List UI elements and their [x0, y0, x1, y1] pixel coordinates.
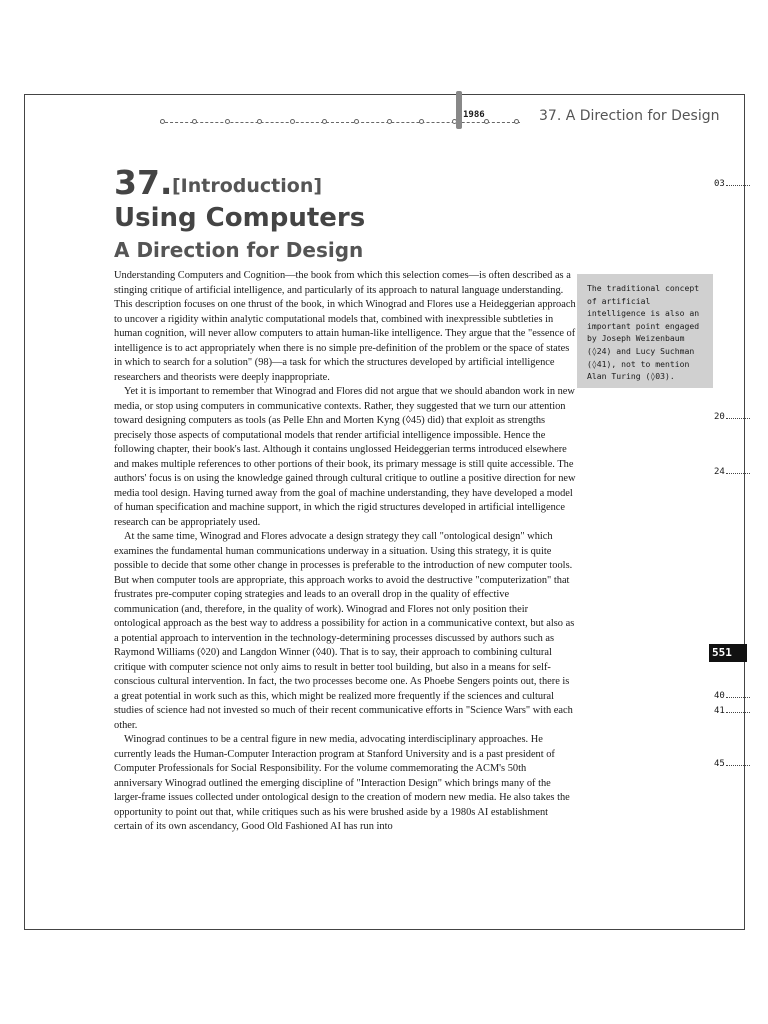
page-number: 551 — [709, 644, 747, 662]
margin-ref-label: 45 — [714, 759, 725, 769]
timeline-dot — [322, 119, 327, 124]
timeline-dot — [257, 119, 262, 124]
chapter-subtitle: A Direction for Design — [114, 238, 364, 262]
timeline-dot — [160, 119, 165, 124]
chapter-kind: [Introduction] — [172, 175, 323, 197]
timeline-dot — [225, 119, 230, 124]
timeline-dot — [514, 119, 519, 124]
timeline-marker — [456, 91, 462, 129]
margin-ref-line — [726, 415, 750, 419]
paragraph: Yet it is important to remember that Winograd and Flores did not argue that we should abandon work in new media, or stop using computers in communicative contexts. Rather, they suggested that we turn our attention toward designing computers as tools (as Pelle Ehn and Morten Kyng (◊45) did) that exploit as strengths precisely those aspects of computational models that render artificial intelligence impossible. Hence the following chapter, their book's last. Although it contains unglossed Heideggerian terms introduced elsewhere and makes multiple references to other portions of their book, its primary message is still quite accessible. The authors' focus is on using the knowledge gained through cultural critique to outline a positive direction for new media tool design. Having turned away from the goal of machine understanding, they have developed a model of human specification and machine support, in which the rigid structures developed in artificial intelligence research can be appropriately used. — [114, 386, 576, 528]
margin-ref[interactable] — [714, 179, 750, 189]
chapter-number: 37. — [114, 163, 173, 202]
paragraph: At the same time, Winograd and Flores advocate a design strategy they call "ontological design" which examines the fundamental human communications underway in a situation. Using this strategy, it is quite possible to decide that some other change in processes is preferable to the introduction of new computer tools. But when computer tools are appropriate, this approach works to avoid the destructive "computerization" that frustrates pre-computer coping strategies and leads to an overall drop in the quality of effective communication (and, therefore, in the quality of work). Winograd and Flores not only position their ontological approach as the best way to address a possibility for action in a communicative context, but also as a potential approach to intervention in the technology-determining processes discussed by authors such as Raymond Williams (◊20) and Langdon Winner (◊40). That is to say, their approach to combining cultural critique with computer science not only aims to result in better tool building, but also in a means for self-conscious cultural intervention. In fact, the two processes become one. As Phoebe Sengers points out, there is a great potential in work such as this, which might be realized more frequently if the sciences and cultural studies of science had not invested so much of their recent communicative efforts in "Science Wars" with each other. — [114, 531, 575, 731]
margin-ref[interactable] — [714, 691, 750, 701]
timeline-dot — [419, 119, 424, 124]
timeline-dot — [290, 119, 295, 124]
running-head: 37. A Direction for Design — [539, 108, 720, 124]
timeline-dot — [484, 119, 489, 124]
margin-ref[interactable] — [714, 706, 750, 716]
margin-ref-label: 03 — [714, 179, 725, 189]
margin-ref-label: 24 — [714, 467, 725, 477]
timeline-line — [160, 122, 520, 123]
margin-ref[interactable] — [714, 467, 750, 477]
margin-ref-label: 41 — [714, 706, 725, 716]
timeline-bar — [160, 121, 520, 124]
chapter-title: Using Computers — [114, 203, 366, 233]
margin-ref-line — [726, 694, 750, 698]
margin-ref-label: 20 — [714, 412, 725, 422]
margin-ref-line — [726, 182, 750, 186]
sidebar-note: The traditional concept of artificial intelligence is also an important point engaged by Joseph Weizenbaum (◊24) and Lucy Suchman (◊41), not to mention Alan Turing (◊03). — [577, 274, 713, 388]
timeline-dot — [354, 119, 359, 124]
margin-ref[interactable] — [714, 412, 750, 422]
margin-ref-line — [726, 762, 750, 766]
timeline-dot — [192, 119, 197, 124]
margin-ref-line — [726, 470, 750, 474]
timeline-dot — [387, 119, 392, 124]
paragraph: Winograd continues to be a central figure in new media, advocating interdisciplinary approaches. He currently leads the Human-Computer Interaction program at Stanford University and is a past president of Computer Professionals for Social Responsibility. For the volume commemorating the ACM's 50th anniversary Winograd outlined the emerging discipline of "Interaction Design" which brings many of the larger-frame issues collected under ontological design to the creation of modern new media. He also takes the opportunity to point out that, while critiques such as his were brushed aside by a 1980s AI establishment certain of its own ascendancy, Good Old Fashioned AI has run into — [114, 734, 570, 832]
margin-ref[interactable] — [714, 759, 750, 769]
timeline-year: 1986 — [463, 110, 485, 120]
margin-ref-line — [726, 709, 750, 713]
margin-ref-label: 40 — [714, 691, 725, 701]
body-text — [114, 269, 576, 835]
paragraph: Understanding Computers and Cognition—the book from which this selection comes—is often described as a stinging critique of artificial intelligence, and particularly of its approach to natural language understanding. This description focuses on one thrust of the book, in which Winograd and Flores use a Heideggerian approach to uncover a rigidity within analytic computational models that, combined with inexpressible subtleties in human cognition, will never allow computers to attain human-like intelligence. They argue that the "essence of intelligence is to act appropriately when there is no simple pre-definition of the problem or the space of states in which to search for a solution" (98)—a task for which the structures developed by artificial intelligence researchers and theorists were deeply inappropriate. — [114, 270, 576, 383]
